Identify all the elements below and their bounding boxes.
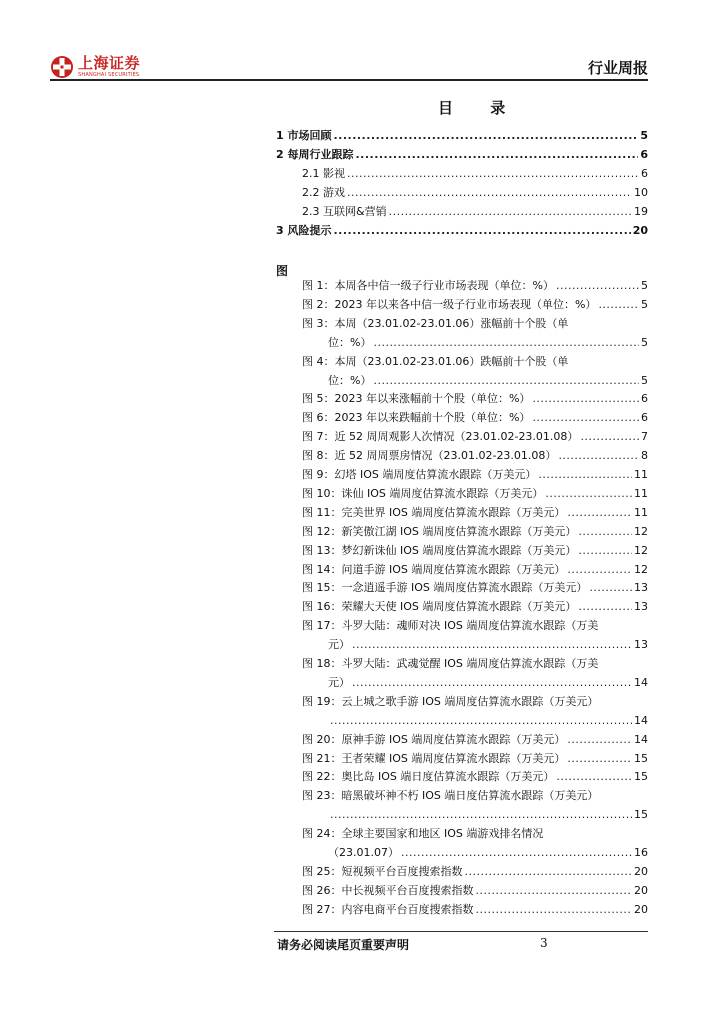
toc-entry[interactable]: [276, 148, 648, 162]
entry-page-number: 15: [634, 751, 648, 765]
figure-entry[interactable]: [302, 430, 648, 444]
entry-page-number: 6: [641, 411, 648, 425]
figures-heading: 图: [276, 264, 289, 278]
entry-label: 图 11：完美世界 IOS 端周度估算流水跟踪（万美元）: [302, 505, 566, 519]
entry-page-number: 13: [634, 581, 648, 595]
dot-leader: [333, 129, 638, 143]
entry-label: 图 7：近 52 周周观影人次情况（23.01.02-23.01.08）: [302, 430, 579, 444]
entry-page-number: 12: [634, 543, 648, 557]
toc-entry[interactable]: [302, 186, 648, 200]
dot-leader: [538, 468, 632, 482]
entry-page-number: 20: [634, 902, 648, 916]
figure-entry-continuation[interactable]: [328, 714, 648, 728]
dot-leader: [532, 411, 639, 425]
dot-leader: [532, 392, 639, 406]
toc-entry[interactable]: [276, 129, 648, 143]
figure-entry-continuation[interactable]: [328, 676, 648, 690]
dot-leader: [465, 865, 633, 879]
header-divider: [50, 79, 648, 81]
entry-label: 图 12：新笑傲江湖 IOS 端周度估算流水跟踪（万美元）: [302, 524, 577, 538]
figure-entry[interactable]: [302, 392, 648, 406]
figure-entry[interactable]: [302, 695, 648, 709]
figure-entry[interactable]: [302, 789, 648, 803]
entry-label: 元）: [328, 675, 350, 689]
entry-page-number: 5: [641, 297, 648, 311]
figure-entry[interactable]: [302, 525, 648, 539]
entry-page-number: 19: [634, 205, 648, 218]
dot-leader: [567, 733, 632, 747]
dot-leader: [476, 903, 633, 917]
entry-page-number: 5: [641, 335, 648, 349]
dot-leader: [578, 544, 632, 558]
dot-leader: [347, 167, 639, 181]
entry-label: 元）: [328, 638, 350, 652]
disclaimer-notice: 请务必阅读尾页重要声明: [277, 938, 410, 952]
figure-entry[interactable]: [302, 279, 648, 293]
entry-label: 图 26：中长视频平台百度搜索指数: [302, 883, 474, 897]
figure-entry-continuation[interactable]: [328, 808, 648, 822]
entry-label: 图 3：本周（23.01.02-23.01.06）涨幅前十个股（单: [302, 316, 569, 330]
toc-title: 目 录: [438, 99, 522, 117]
entry-label: 图 25：短视频平台百度搜索指数: [302, 864, 463, 878]
entry-label: 位：%）: [328, 373, 372, 387]
figure-entry[interactable]: [302, 317, 648, 331]
footer-divider: [274, 931, 648, 932]
entry-label: 图 1：本周各中信一级子行业市场表现（单位：%）: [302, 279, 554, 292]
entry-page-number: 11: [634, 468, 648, 481]
toc-entry[interactable]: [302, 205, 648, 219]
entry-page-number: 6: [640, 148, 648, 161]
figure-entry[interactable]: [302, 411, 648, 425]
figure-entry[interactable]: [302, 600, 648, 614]
dot-leader: [330, 808, 632, 822]
entry-label: 图 10：诛仙 IOS 端周度估算流水跟踪（万美元）: [302, 486, 544, 500]
figure-entry[interactable]: [302, 770, 648, 784]
figure-entry-continuation[interactable]: [328, 846, 648, 860]
dot-leader: [347, 186, 632, 200]
entry-page-number: 5: [641, 279, 648, 292]
entry-page-number: 15: [634, 770, 648, 784]
figure-entry-continuation[interactable]: [328, 336, 648, 350]
entry-page-number: 15: [634, 808, 648, 822]
entry-page-number: 5: [640, 129, 648, 142]
entry-label: 图 6：2023 年以来跌幅前十个股（单位：%）: [302, 411, 531, 425]
figure-entry[interactable]: [302, 752, 648, 766]
figure-entry[interactable]: [302, 487, 648, 501]
dot-leader: [545, 487, 632, 501]
dot-leader: [578, 600, 632, 614]
entry-page-number: 13: [634, 600, 648, 614]
entry-label: 图 13：梦幻新诛仙 IOS 端周度估算流水跟踪（万美元）: [302, 543, 577, 557]
entry-label: 图 19：云上城之歌手游 IOS 端周度估算流水跟踪（万美元）: [302, 694, 599, 708]
logo-name-en: SHANGHAI SECURITIES: [78, 72, 140, 78]
entry-label: 2 每周行业跟踪: [276, 148, 354, 161]
dot-leader: [580, 430, 639, 444]
entry-page-number: 8: [641, 449, 648, 463]
entry-label: 图 2：2023 年以来各中信一级子行业市场表现（单位：%）: [302, 297, 597, 311]
dot-leader: [567, 752, 632, 766]
entry-page-number: 7: [641, 430, 648, 444]
entry-page-number: 14: [634, 732, 648, 746]
entry-label: 图 23：暗黑破坏神不朽 IOS 端日度估算流水跟踪（万美元）: [302, 789, 599, 803]
dot-leader: [373, 374, 639, 388]
entry-label: 图 14：问道手游 IOS 端周度估算流水跟踪（万美元）: [302, 562, 566, 576]
figure-entry-continuation[interactable]: [328, 638, 648, 652]
entry-page-number: 20: [634, 864, 648, 878]
entry-label: 图 20：原神手游 IOS 端周度估算流水跟踪（万美元）: [302, 732, 566, 746]
dot-leader: [330, 714, 632, 728]
page-number: 3: [540, 936, 548, 950]
entry-label: 图 16：荣耀大天使 IOS 端周度估算流水跟踪（万美元）: [302, 600, 577, 614]
figure-entry[interactable]: [302, 449, 648, 463]
dot-leader: [578, 525, 632, 539]
dot-leader: [333, 224, 630, 238]
figure-entry[interactable]: [302, 468, 648, 482]
dot-leader: [567, 506, 632, 520]
entry-label: 2.2 游戏: [302, 186, 345, 199]
figure-entry[interactable]: [302, 506, 648, 520]
entry-label: 2.1 影视: [302, 167, 345, 180]
entry-label: 图 24：全球主要国家和地区 IOS 端游戏排名情况: [302, 827, 544, 841]
dot-leader: [389, 205, 632, 219]
figure-entry[interactable]: [302, 544, 648, 558]
entry-page-number: 14: [634, 675, 648, 689]
entry-page-number: 10: [634, 186, 648, 199]
entry-page-number: 12: [634, 524, 648, 538]
entry-label: 图 17：斗罗大陆：魂师对决 IOS 端周度估算流水跟踪（万美: [302, 619, 599, 633]
entry-page-number: 6: [641, 167, 648, 180]
entry-page-number: 5: [641, 373, 648, 387]
figure-entry[interactable]: [302, 581, 648, 595]
figure-entry[interactable]: [302, 657, 648, 671]
entry-label: 图 5：2023 年以来涨幅前十个股（单位：%）: [302, 392, 531, 406]
entry-page-number: 11: [634, 486, 648, 500]
entry-label: 位：%）: [328, 335, 372, 349]
entry-label: 图 22：奥比岛 IOS 端日度估算流水跟踪（万美元）: [302, 770, 555, 784]
entry-label: 图 18：斗罗大陆：武魂觉醒 IOS 端周度估算流水跟踪（万美: [302, 657, 599, 670]
figure-entry-continuation[interactable]: [328, 374, 648, 388]
entry-label: 图 15：一念逍遥手游 IOS 端周度估算流水跟踪（万美元）: [302, 581, 588, 595]
toc-entry[interactable]: [302, 167, 648, 181]
entry-page-number: 13: [634, 638, 648, 652]
figure-entry[interactable]: [302, 903, 648, 917]
entry-page-number: 6: [641, 392, 648, 406]
entry-label: 图 8：近 52 周周票房情况（23.01.02-23.01.08）: [302, 449, 557, 463]
logo-name-cn: 上海证券: [78, 54, 141, 72]
dot-leader: [355, 148, 638, 162]
entry-label: 图 9：幻塔 IOS 端周度估算流水跟踪（万美元）: [302, 468, 537, 481]
figure-entry[interactable]: [302, 865, 648, 879]
dot-leader: [556, 279, 639, 293]
entry-page-number: 11: [634, 505, 648, 519]
entry-page-number: 20: [634, 883, 648, 897]
dot-leader: [567, 563, 632, 577]
logo-emblem-icon: [50, 55, 74, 79]
dot-leader: [476, 884, 633, 898]
toc-entry[interactable]: [276, 224, 648, 238]
entry-label: 图 21：王者荣耀 IOS 端周度估算流水跟踪（万美元）: [302, 751, 566, 765]
entry-label: 3 风险提示: [276, 224, 332, 237]
entry-page-number: 14: [634, 713, 648, 727]
figure-entry[interactable]: [302, 884, 648, 898]
entry-page-number: 20: [632, 224, 648, 237]
figure-entry[interactable]: [302, 733, 648, 747]
dot-leader: [373, 336, 639, 350]
entry-label: 2.3 互联网&营销: [302, 205, 387, 218]
dot-leader: [558, 449, 639, 463]
dot-leader: [598, 298, 639, 312]
entry-page-number: 16: [634, 846, 648, 859]
company-logo: [50, 55, 140, 79]
dot-leader: [401, 846, 632, 860]
figure-entry[interactable]: [302, 355, 648, 369]
figure-entry[interactable]: [302, 827, 648, 841]
entry-label: 图 4：本周（23.01.02-23.01.06）跌幅前十个股（单: [302, 354, 569, 368]
entry-label: （23.01.07）: [328, 846, 399, 859]
dot-leader: [352, 638, 632, 652]
dot-leader: [556, 770, 632, 784]
dot-leader: [589, 581, 632, 595]
dot-leader: [352, 676, 632, 690]
entry-label: 图 27：内容电商平台百度搜索指数: [302, 902, 474, 916]
entry-page-number: 12: [634, 562, 648, 576]
figure-entry[interactable]: [302, 298, 648, 312]
figure-entry[interactable]: [302, 563, 648, 577]
entry-label: 1 市场回顾: [276, 129, 332, 142]
figure-entry[interactable]: [302, 619, 648, 633]
report-type-label: 行业周报: [587, 59, 648, 77]
